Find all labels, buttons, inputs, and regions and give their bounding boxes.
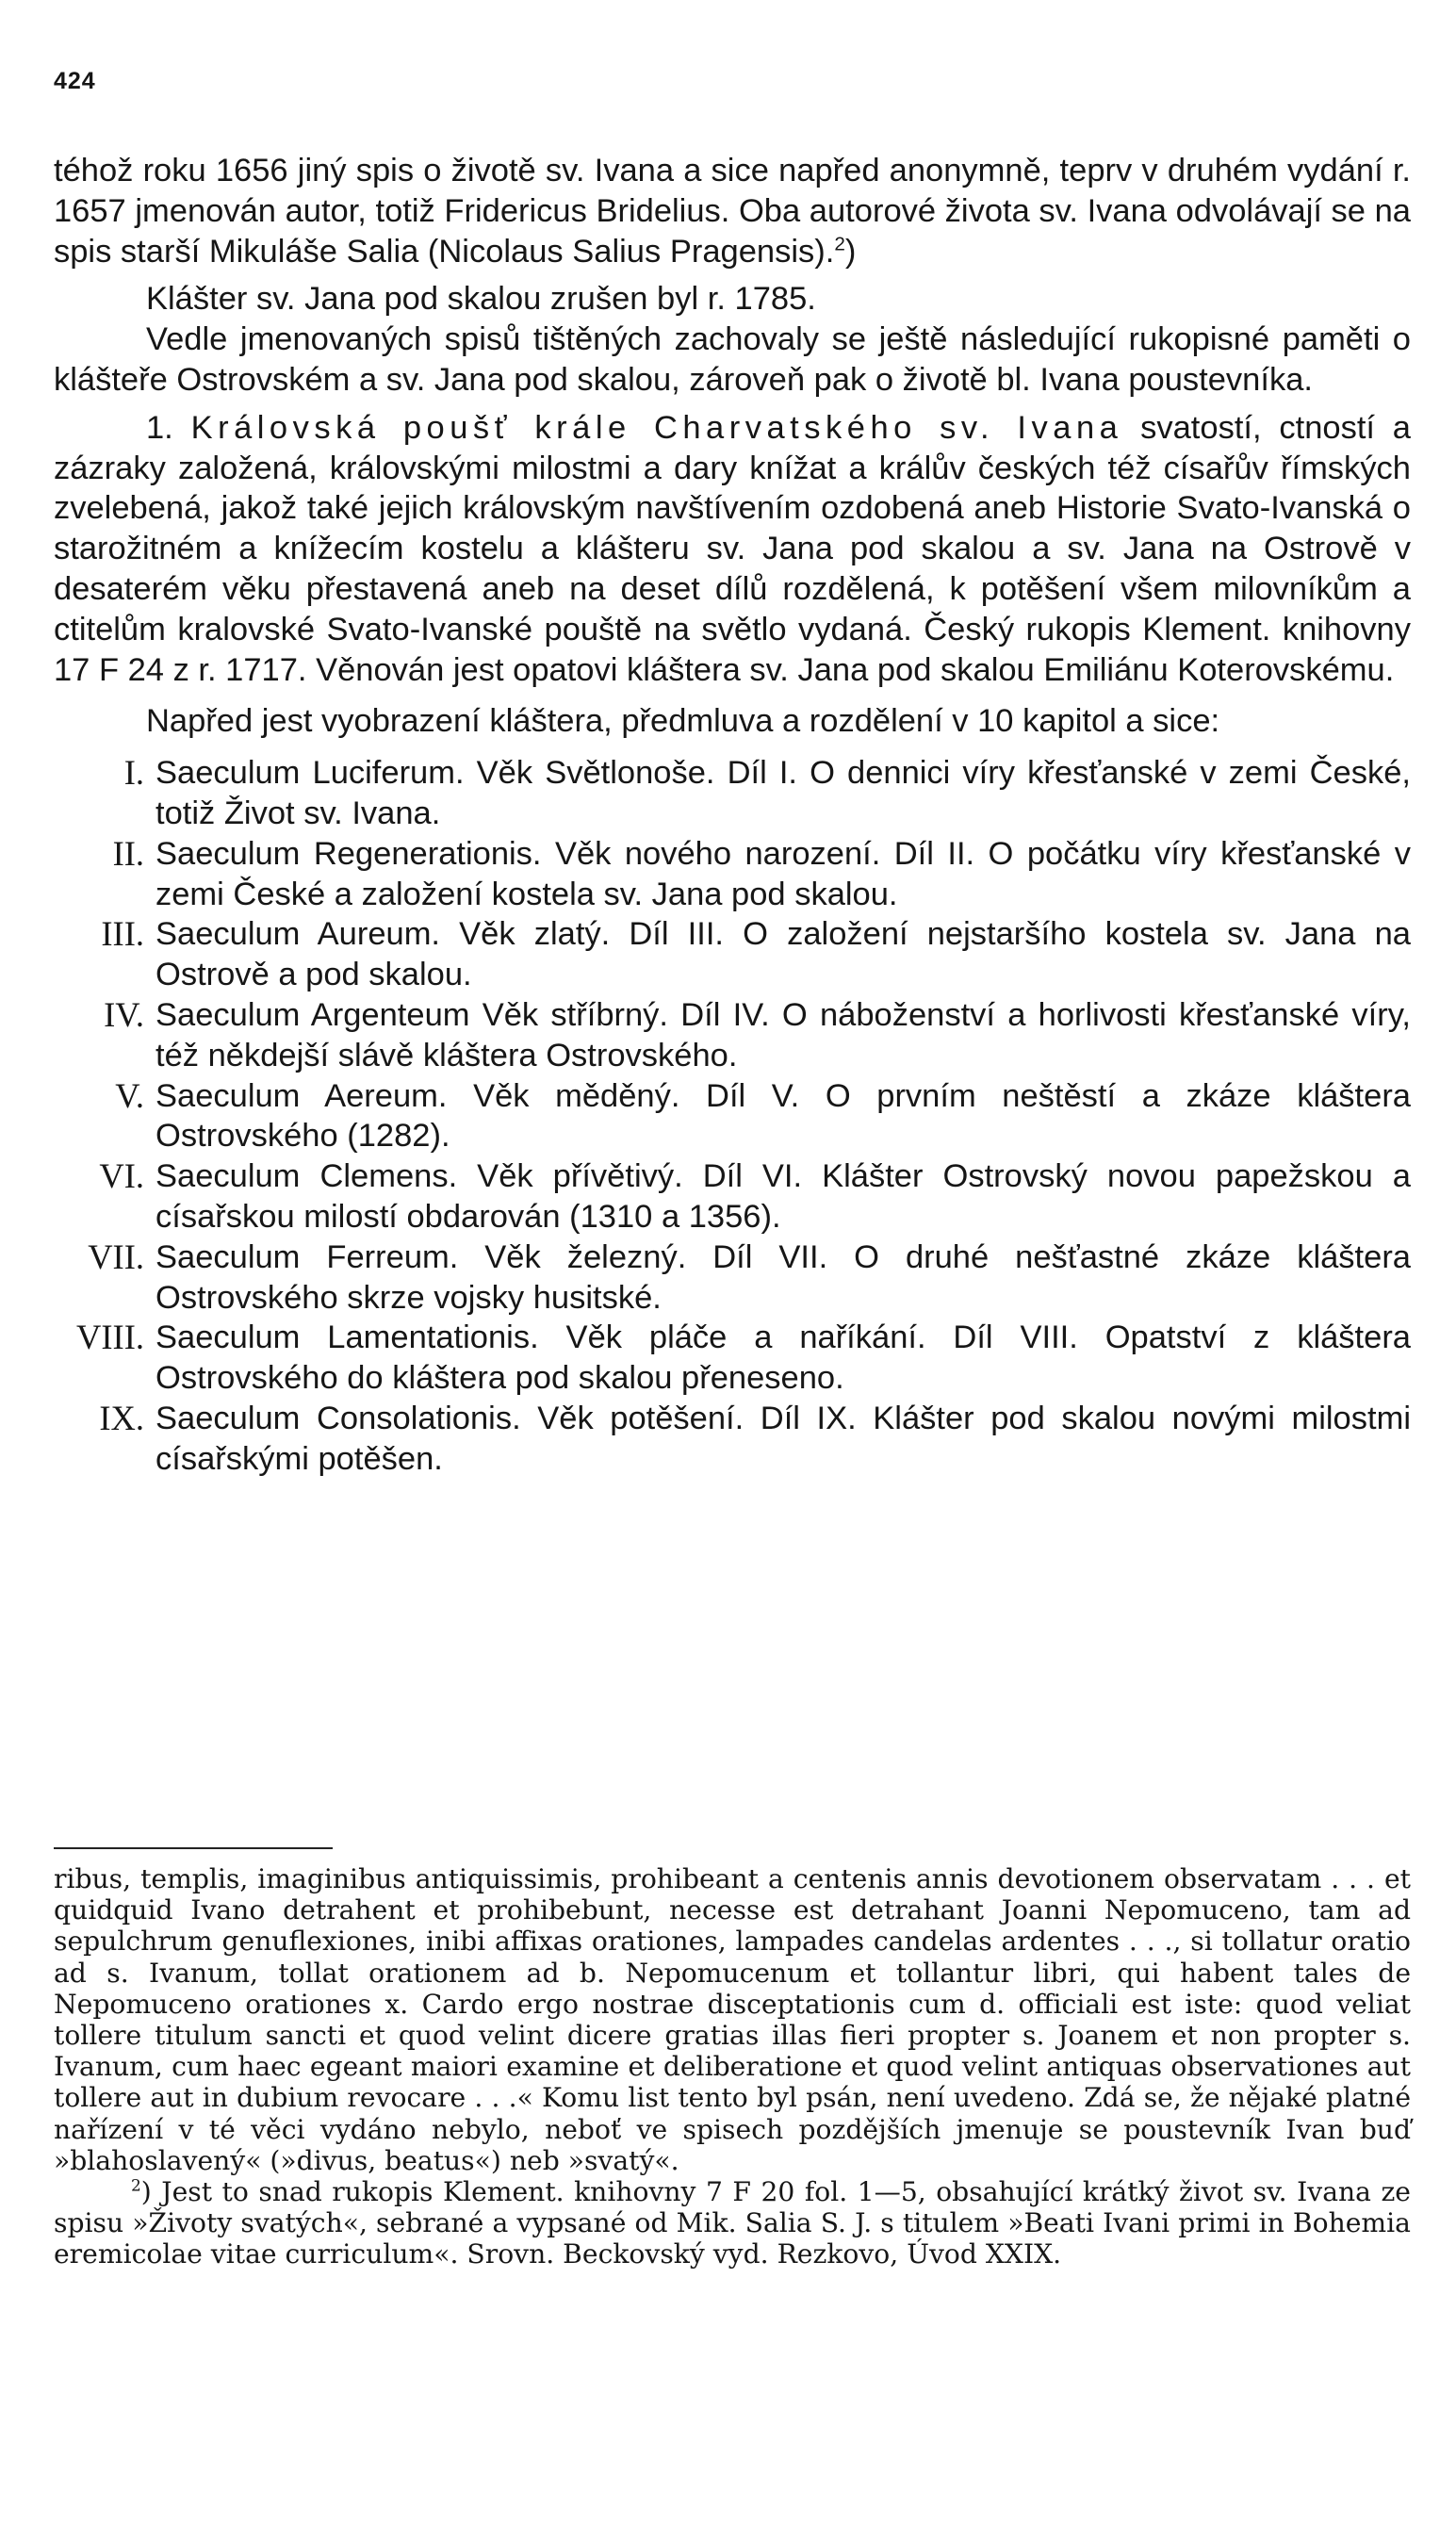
chapter-number: VII. [88, 1237, 144, 1276]
entry-title: Královská poušť krále Charvatského sv. Ivana [190, 409, 1123, 446]
chapter-item [54, 834, 1411, 915]
footnote-divider [54, 1847, 333, 1849]
chapter-item [54, 1399, 1411, 1480]
chapter-item [54, 1237, 1411, 1319]
paragraph-continuation-text: téhož roku 1656 jiný spis o životě sv. Ivana a sice napřed anonymně, teprv v druhém vydání r. 1657 jmenován autor, totiž Fridericus Bridelius. Oba autorové života sv. Ivana odvolávají se na spis starší Mikuláše Salia (Nicolaus Salius Pragensis). [54, 153, 1411, 270]
chapter-number: IX. [99, 1398, 144, 1437]
footnote-2-text: Jest to snad rukopis Klement. knihovny 7 F 20 fol. 1—5, obsahující krátký život sv. Ivana ze spisu »Životy svatých«, sebrané a vypsané od Mik. Salia S. J. s titulem »Beati Ivani primi in Bohemia eremicolae vitae curriculum«. Srovn. Beckovský vyd. Rezkovo, Úvod XXIX. [54, 2176, 1411, 2270]
footnote-ref: 2 [834, 233, 845, 255]
chapter-number: VIII. [76, 1318, 144, 1357]
chapter-number: III. [101, 914, 144, 954]
book-page [54, 0, 1411, 2524]
chapter-list [54, 753, 1411, 1479]
chapter-number: II. [112, 833, 144, 873]
chapter-text: Saeculum Luciferum. Věk Světlonoše. Díl I. O dennici víry křesťanské v zemi České, totiž Život sv. Ivana. [155, 755, 1411, 831]
paragraph-contents-intro: Napřed jest vyobrazení kláštera, předmluva a rozdělení v 10 kapitol a sice: [146, 703, 1220, 740]
chapter-text: Saeculum Lamentationis. Věk pláče a naříkání. Díl VIII. Opatství z kláštera Ostrovského do kláštera pod skalou přeneseno. [155, 1319, 1411, 1397]
page-number: 424 [54, 68, 96, 94]
footnote-ref-close: ) [844, 233, 857, 270]
chapter-item [54, 995, 1411, 1076]
chapter-item [54, 753, 1411, 834]
chapter-text: Saeculum Clemens. Věk přívětivý. Díl VI. Klášter Ostrovský novou papežskou a císařskou milostí obdarován (1310 a 1356). [155, 1158, 1411, 1235]
entry-description: svatostí, ctností a zázraky založená, královskými milostmi a dary knížat a králův českých též císařův římských zvelebená, jakož také jejich královským navštívením ozdobená aneb Historie Svato-Ivanská o starožitném a knížecím kostelu a klášteru sv. Jana pod skalou a sv. Jana na Ostrově v desaterém věku přestavená aneb na deset dílů rozdělená, k potěšení všem milovníkům a ctitelům kralovské Svato-Ivanské pouště na světlo vydaná. Český rukopis Klement. knihovny 17 F 24 z r. 1717. Věnován jest opatovi kláštera sv. Jana pod skalou Emiliánu Koterovskému. [54, 409, 1411, 688]
footnotes [54, 1863, 1411, 2270]
manuscript-entry [54, 408, 1411, 691]
chapter-text: Saeculum Aureum. Věk zlatý. Díl III. O založení nejstaršího kostela sv. Jana na Ostrově a pod skalou. [155, 916, 1411, 993]
entry-number: 1. [146, 409, 173, 446]
chapter-text: Saeculum Argenteum Věk stříbrný. Díl IV. O náboženství a horlivosti křesťanské víry, též někdejší slávě kláštera Ostrovského. [155, 996, 1411, 1074]
chapter-text: Saeculum Consolationis. Věk potěšení. Díl IX. Klášter pod skalou novými milostmi císařskými potěšen. [155, 1400, 1411, 1477]
paragraph-closure: Klášter sv. Jana pod skalou zrušen byl r. 1785. [146, 281, 816, 318]
chapter-item [54, 1156, 1411, 1237]
chapter-item [54, 914, 1411, 995]
footnote-continuation: ribus, templis, imaginibus antiquissimis, prohibeant a centenis annis devotionem observatam . . . et quidquid Ivano detrahent et prohibebunt, necesse est detrahant Joanni Nepomuceno, tam ad sepulchrum genuflexiones, inibi affixas orationes, lampades candelas ardentes . . ., si tollatur oratio ad s. Ivanum, tollat orationem ad b. Nepomucenum et tollantur libri, qui habent tales de Nepomuceno orationes x. Cardo ergo nostrae disceptationis cum d. officiali est iste: quod veliat tollere titulum sancti et quod velint dicere gratias illas fieri propter s. Joanem et non propter s. Ivanum, cum haec egeant maiori examine et deliberatione et quod velint antiquas observationes aut tollere aut in dubium revocare . . .« Komu list tento byl psán, není uvedeno. Zdá se, že nějaké platné nařízení v té věci vydáno nebylo, neboť ve spisech pozdějších jmenuje se poustevník Ivan buď »blahoslavený« (»divus, beatus«) neb »svatý«. [54, 1863, 1411, 2176]
chapter-text: Saeculum Regenerationis. Věk nového narození. Díl II. O počátku víry křesťanské v zemi České a založení kostela sv. Jana pod skalou. [155, 835, 1411, 912]
paragraph-manuscripts: Vedle jmenovaných spisů tištěných zachovaly se ještě následující rukopisné paměti o klášteře Ostrovském a sv. Jana pod skalou, zároveň pak o životě bl. Ivana poustevníka. [54, 321, 1411, 398]
chapter-number: I. [123, 753, 144, 793]
footnote-mark: 2 [131, 2175, 141, 2195]
chapter-number: IV. [104, 994, 144, 1034]
main-text [54, 151, 1411, 1480]
chapter-number: VI. [99, 1156, 144, 1196]
chapter-text: Saeculum Ferreum. Věk železný. Díl VII. O druhé nešťastné zkáze kláštera Ostrovského skrze vojsky husitské. [155, 1238, 1411, 1316]
chapter-text: Saeculum Aereum. Věk měděný. Díl V. O prvním neštěstí a zkáze kláštera Ostrovského (1282). [155, 1077, 1411, 1155]
chapter-item [54, 1076, 1411, 1157]
paragraph-continuation [54, 151, 1411, 271]
footnote-mark-close: ) [140, 2176, 152, 2208]
chapter-item [54, 1318, 1411, 1399]
footnote-2 [54, 2176, 1411, 2270]
chapter-number: V. [115, 1075, 144, 1115]
